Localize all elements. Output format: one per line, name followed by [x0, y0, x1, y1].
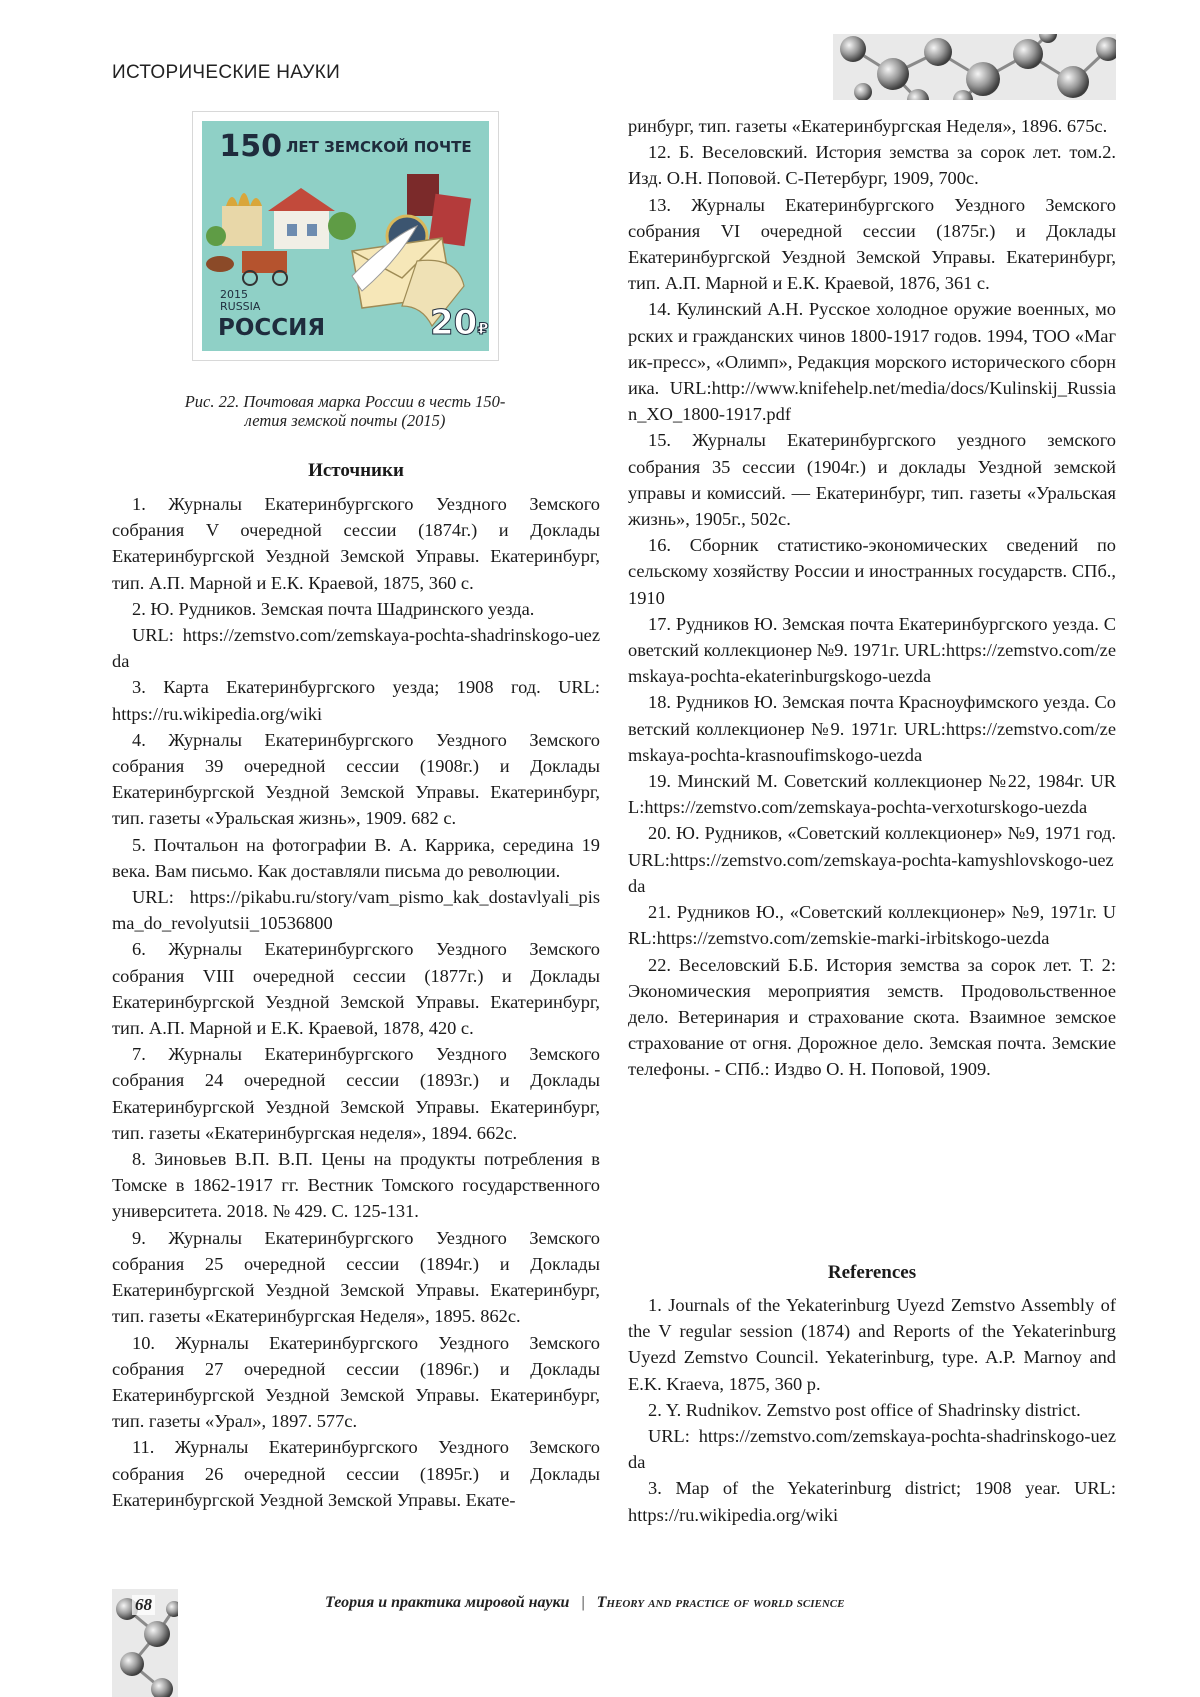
section-label: ИСТОРИЧЕСКИЕ НАУКИ [112, 62, 340, 84]
source-item: 17. Рудников Ю. Земская почта Екатеринбургского уезда. Советский коллекционер №9. 1971г. URL:https://zemstvo.com/zemskaya-pochta-ekaterinburgskogo-uezda [628, 611, 1116, 690]
source-item: 5. Почтальон на фотографии В. А. Каррика, середина 19 века. Вам письмо. Как доставляли письма до революции. [112, 832, 600, 884]
source-url[interactable]: URL: https://zemstvo.com/zemskaya-pochta-shadrinskogo-uezda [112, 622, 600, 674]
postage-stamp-figure [193, 112, 498, 360]
source-item: 7. Журналы Екатеринбургского Уездного Земского собрания 24 очередной сессии (1893г.) и Доклады Екатеринбургской Уездной Земской Управы. Екатеринбург, тип. газеты «Екатеринбургская неделя», 1894. 662с. [112, 1041, 600, 1146]
stamp-value [430, 303, 488, 343]
source-item: 6. Журналы Екатеринбургского Уездного Земского собрания VIII очередной сессии (1877г.) и Доклады Екатеринбургской Уездной Земской Управы. Екатеринбург, тип. А.П. Марной и Е.К. Краевой, 1878, 420 с. [112, 936, 600, 1041]
source-item: 19. Минский М. Советский коллекционер №22, 1984г. URL:https://zemstvo.com/zemskaya-pochta-verxoturskogo-uezda [628, 768, 1116, 820]
source-item: 18. Рудников Ю. Земская почта Красноуфимского уезда. Советский коллекционер №9. 1971г. URL:https://zemstvo.com/zemskaya-pochta-krasnoufimskogo-uezda [628, 689, 1116, 768]
journal-footer [325, 1594, 1025, 1612]
journal-title-ru: Теория и практика мировой науки [325, 1594, 569, 1611]
source-item: 10. Журналы Екатеринбургского Уездного Земского собрания 27 очередной сессии (1896г.) и Доклады Екатеринбургской Уездной Земской Управы. Екатеринбург, тип. газеты «Урал», 1897. 577с. [112, 1330, 600, 1435]
source-item: 3. Карта Екатеринбургского уезда; 1908 год. URL: https://ru.wikipedia.org/wiki [112, 674, 600, 726]
source-url[interactable]: URL: https://pikabu.ru/story/vam_pismo_kak_dostavlyali_pisma_do_revolyutsii_10536800 [112, 884, 600, 936]
source-item: 9. Журналы Екатеринбургского Уездного Земского собрания 25 очередной сессии (1894г.) и Доклады Екатеринбургской Уездной Земской Управы. Екатеринбург, тип. газеты «Екатеринбургская Неделя», 1895. 862с. [112, 1225, 600, 1330]
stamp-value-number: 20 [430, 303, 477, 343]
source-item: 14. Кулинский А.Н. Русское холодное оружие военных, морских и гражданских чинов 1800-1917 годов. 1994, ТОО «Магик-пресс», «Олимп», Редакция морского исторического сборника. URL:http://www.knifehelp.net/media/docs/Kulinskij_Russian_XO_1800-1917.pdf [628, 296, 1116, 427]
stamp-year: 2015 [220, 289, 260, 301]
references-list [628, 1292, 1116, 1528]
references-title: References [628, 1262, 1116, 1284]
source-item: 16. Сборник статистико-экономических сведений по сельскому хозяйству России и иностранных государств. СПб., 1910 [628, 532, 1116, 611]
reference-item: 2. Y. Rudnikov. Zemstvo post office of Shadrinsky district. [628, 1397, 1116, 1423]
sources-list-left [112, 491, 600, 1513]
molecule-decoration-icon [833, 34, 1116, 100]
reference-url[interactable]: URL: https://zemstvo.com/zemskaya-pochta-shadrinskogo-uezda [628, 1423, 1116, 1475]
stamp-heading-number: 150 [219, 129, 282, 164]
source-item: 12. Б. Веселовский. История земства за сорок лет. том.2. Изд. О.Н. Поповой. С-Петербург, 1909, 700с. [628, 139, 1116, 191]
sources-list-right [628, 113, 1116, 1083]
source-item: 8. Зиновьев В.П. В.П. Цены на продукты потребления в Томске в 1862-1917 гг. Вестник Томского государственного университета. 2018. № 429. С. 125-131. [112, 1146, 600, 1225]
figure-caption: Рис. 22. Почтовая марка России в честь 150-летия земской почты (2015) [175, 392, 515, 430]
source-item: 20. Ю. Рудников, «Советский коллекционер» №9, 1971 год. URL:https://zemstvo.com/zemskaya-pochta-kamyshlovskogo-uezda [628, 820, 1116, 899]
stamp-heading-text: ЛЕТ ЗЕМСКОЙ ПОЧТЕ [286, 138, 472, 156]
journal-title-en: Theory and practice of world science [597, 1594, 845, 1611]
source-item: 11. Журналы Екатеринбургского Уездного Земского собрания 26 очередной сессии (1895г.) и Доклады Екатеринбургской Уездной Земской Управы. Екате- [112, 1434, 600, 1513]
reference-item: 3. Map of the Yekaterinburg district; 1908 year. URL: https://ru.wikipedia.org/wiki [628, 1475, 1116, 1527]
sources-title: Источники [112, 460, 600, 482]
stamp-country-latin: RUSSIA [220, 301, 260, 313]
source-item: 2. Ю. Рудников. Земская почта Шадринского уезда. [112, 596, 600, 622]
source-item: 13. Журналы Екатеринбургского Уездного Земского собрания VI очередной сессии (1875г.) и Доклады Екатеринбургской Уездной Земской Управы. Екатеринбург, тип. А.П. Марной и Е.К. Краевой, 1876, 361 с. [628, 192, 1116, 297]
reference-item: 1. Journals of the Yekaterinburg Uyezd Zemstvo Assembly of the V regular session (1874) and Reports of the Yekaterinburg Uyezd Zemstvo Council. Yekaterinburg, type. A.P. Marnoy and E.K. Kraeva, 1875, 360 p. [628, 1292, 1116, 1397]
source-item: 22. Веселовский Б.Б. История земства за сорок лет. Т. 2: Экономическия мероприятия земств. Продовольственное дело. Ветеринария и страхование скота. Взаимное земское страхование от огня. Дорожное дело. Земская почта. Земские телефоны. - СПб.: Издво О. Н. Поповой, 1909. [628, 952, 1116, 1083]
source-item: 4. Журналы Екатеринбургского Уездного Земского собрания 39 очередной сессии (1908г.) и Доклады Екатеринбургской Уездной Земской Управы. Екатеринбург, тип. газеты «Уральская жизнь», 1909. 682 с. [112, 727, 600, 832]
source-item-continuation: ринбург, тип. газеты «Екатеринбургская Неделя», 1896. 675с. [628, 113, 1116, 139]
stamp-country: РОССИЯ [218, 315, 325, 341]
stamp-heading [202, 129, 489, 164]
footer-separator: | [581, 1594, 584, 1611]
page-number: 68 [132, 1595, 155, 1615]
source-item: 21. Рудников Ю., «Советский коллекционер» №9, 1971г. URL:https://zemstvo.com/zemskie-marki-irbitskogo-uezda [628, 899, 1116, 951]
source-item: 15. Журналы Екатеринбургского уездного земского собрания 35 сессии (1904г.) и доклады Уездной земской управы и комиссий. — Екатеринбург, тип. газеты «Уральская жизнь», 1905г., 502с. [628, 427, 1116, 532]
source-item: 1. Журналы Екатеринбургского Уездного Земского собрания V очередной сессии (1874г.) и Доклады Екатеринбургской Уездной Земской Управы. Екатеринбург, тип. А.П. Марной и Е.К. Краевой, 1875, 360 с. [112, 491, 600, 596]
stamp-currency: ₽ [477, 319, 488, 338]
stamp-year-block [220, 289, 260, 313]
